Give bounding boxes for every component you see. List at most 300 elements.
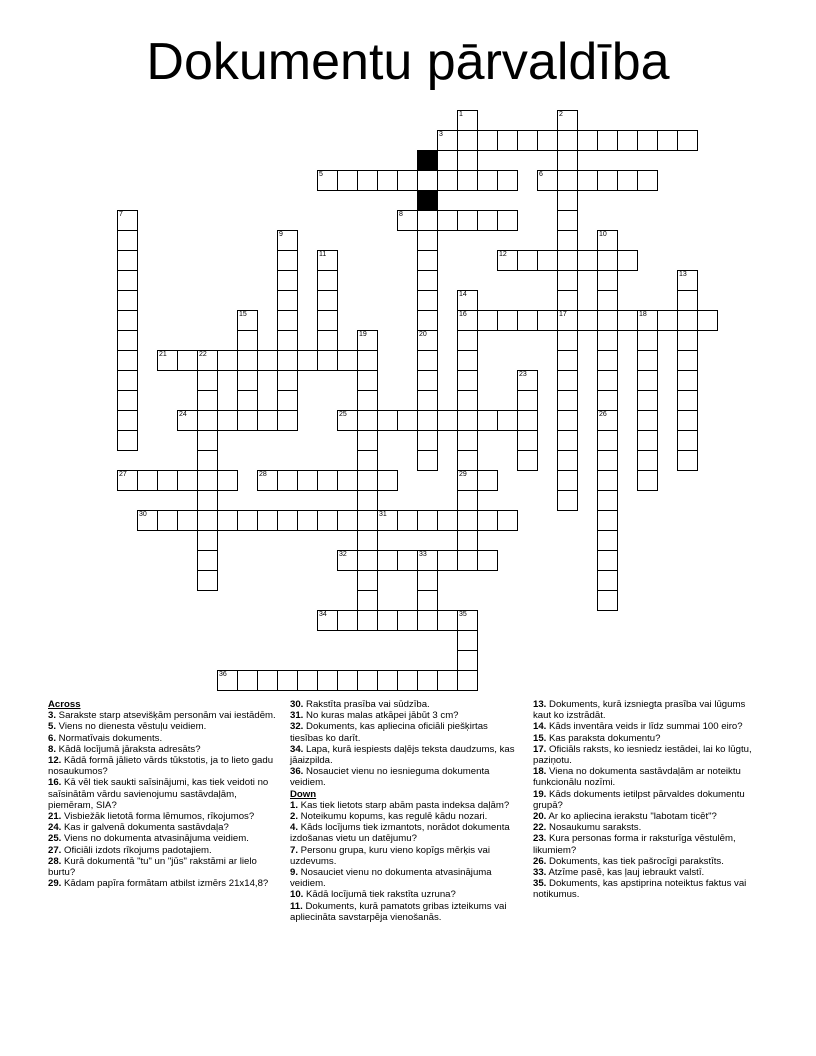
crossword-cell[interactable]: [517, 430, 538, 451]
clue-text: Kas ir galvenā dokumenta sastāvdaļa?: [61, 822, 229, 834]
crossword-cell[interactable]: [317, 330, 338, 351]
clue-number-label: 8: [399, 211, 403, 218]
crossword-cell[interactable]: [637, 170, 658, 191]
clue-number-label: 17: [559, 311, 567, 318]
crossword-cell[interactable]: [357, 350, 378, 371]
clue-item: [533, 856, 765, 867]
crossword-cell[interactable]: [117, 390, 138, 411]
crossword-cell[interactable]: [197, 470, 218, 491]
crossword-cell[interactable]: [397, 170, 418, 191]
crossword-cell[interactable]: [617, 170, 638, 191]
clue-item: [48, 721, 280, 732]
crossword-cell[interactable]: [457, 350, 478, 371]
page-title: Dokumentu pārvaldība: [146, 33, 670, 91]
crossword-cell[interactable]: [557, 170, 578, 191]
crossword-cell[interactable]: [497, 170, 518, 191]
crossword-cell[interactable]: [457, 330, 478, 351]
clue-text: Rakstīta prasība vai sūdzība.: [303, 699, 430, 710]
crossword-cell[interactable]: [557, 470, 578, 491]
crossword-cell[interactable]: [237, 510, 258, 531]
crossword-cell[interactable]: [577, 170, 598, 191]
crossword-cell[interactable]: [537, 310, 558, 331]
clue-text: Kādam papīra formātam atbilst izmērs 21x14,8?: [61, 878, 269, 890]
crossword-cell[interactable]: [577, 250, 598, 271]
crossword-cell[interactable]: [637, 450, 658, 471]
clue-item: [48, 710, 280, 721]
crossword-cell[interactable]: [277, 310, 298, 331]
crossword-cell[interactable]: [597, 370, 618, 391]
crossword-cell[interactable]: [317, 290, 338, 311]
crossword-cell[interactable]: [357, 450, 378, 471]
crossword-cell[interactable]: [597, 250, 618, 271]
crossword-cell[interactable]: [657, 130, 678, 151]
clue-number: 19.: [533, 788, 547, 800]
crossword-cell[interactable]: [637, 130, 658, 151]
crossword-cell[interactable]: [117, 250, 138, 271]
crossword-cell[interactable]: [637, 350, 658, 371]
crossword-cell[interactable]: [357, 510, 378, 531]
crossword-cell[interactable]: [557, 450, 578, 471]
crossword-cell[interactable]: [677, 410, 698, 431]
crossword-cell[interactable]: [117, 370, 138, 391]
crossword-cell[interactable]: [517, 450, 538, 471]
crossword-cell[interactable]: [557, 490, 578, 511]
crossword-cell[interactable]: [477, 510, 498, 531]
crossword-cell[interactable]: [277, 350, 298, 371]
crossword-cell[interactable]: [597, 490, 618, 511]
crossword-cell[interactable]: [237, 330, 258, 351]
crossword-cell[interactable]: [597, 430, 618, 451]
clues-column-2: [290, 699, 522, 923]
clue-item: [533, 878, 765, 900]
clue-number: 20.: [533, 811, 547, 823]
crossword-cell[interactable]: [437, 550, 458, 571]
crossword-cell[interactable]: [317, 510, 338, 531]
crossword-cell[interactable]: [177, 470, 198, 491]
crossword-cell[interactable]: [417, 230, 438, 251]
clue-number: 4.: [290, 822, 299, 834]
crossword-cell[interactable]: [217, 350, 238, 371]
crossword-cell[interactable]: [437, 510, 458, 531]
crossword-cell[interactable]: [257, 510, 278, 531]
crossword-cell[interactable]: [377, 410, 398, 431]
crossword-cell[interactable]: [637, 370, 658, 391]
crossword-cell[interactable]: [597, 270, 618, 291]
crossword-cell[interactable]: [417, 310, 438, 331]
crossword-cell[interactable]: [637, 430, 658, 451]
crossword-cell[interactable]: [197, 570, 218, 591]
clue-text: Lapa, kurā iespiests daļējs teksta daudzums, kas jāaizpilda.: [290, 743, 515, 767]
crossword-cell[interactable]: [677, 350, 698, 371]
clue-number-label: 22: [199, 351, 207, 358]
crossword-cell[interactable]: [457, 390, 478, 411]
clue-number-label: 26: [599, 411, 607, 418]
crossword-cell[interactable]: [557, 150, 578, 171]
crossword-cell[interactable]: [557, 410, 578, 431]
crossword-cell[interactable]: [637, 330, 658, 351]
crossword-cell[interactable]: [557, 270, 578, 291]
crossword-cell[interactable]: [557, 330, 578, 351]
crossword-cell[interactable]: [357, 410, 378, 431]
crossword-cell[interactable]: [197, 410, 218, 431]
crossword-cell[interactable]: [257, 670, 278, 691]
crossword-cell[interactable]: [417, 410, 438, 431]
crossword-cell[interactable]: [677, 130, 698, 151]
clue-item: [533, 833, 765, 855]
crossword-cell[interactable]: [117, 290, 138, 311]
clue-item: [533, 867, 765, 878]
crossword-cell[interactable]: [437, 210, 458, 231]
clue-item: [290, 811, 522, 822]
clue-item: [290, 721, 522, 743]
crossword-cell[interactable]: [277, 370, 298, 391]
crossword-cell[interactable]: [317, 670, 338, 691]
crossword-cell[interactable]: [357, 170, 378, 191]
crossword-cell[interactable]: [477, 470, 498, 491]
crossword-cell[interactable]: [197, 550, 218, 571]
crossword-cell[interactable]: [457, 130, 478, 151]
crossword-cell[interactable]: [277, 250, 298, 271]
crossword-cell[interactable]: [417, 590, 438, 611]
clue-number-label: 28: [259, 471, 267, 478]
crossword-cell[interactable]: [117, 270, 138, 291]
crossword-cell[interactable]: [597, 570, 618, 591]
clue-item: [290, 800, 522, 811]
crossword-cell[interactable]: [357, 490, 378, 511]
clue-number: 1.: [290, 799, 299, 811]
crossword-cell[interactable]: [357, 610, 378, 631]
clue-number-label: 9: [279, 231, 283, 238]
crossword-cell[interactable]: [617, 250, 638, 271]
crossword-cell[interactable]: [677, 450, 698, 471]
clue-number-label: 10: [599, 231, 607, 238]
clue-number-label: 23: [519, 371, 527, 378]
crossword-cell[interactable]: [457, 550, 478, 571]
crossword-cell[interactable]: [457, 210, 478, 231]
crossword-cell[interactable]: [297, 670, 318, 691]
crossword-cell[interactable]: [377, 170, 398, 191]
crossword-cell[interactable]: [357, 570, 378, 591]
crossword-cell[interactable]: [377, 670, 398, 691]
crossword-cell[interactable]: [157, 470, 178, 491]
clue-number: 10.: [290, 889, 304, 901]
crossword-cell[interactable]: [457, 650, 478, 671]
clue-number-label: 16: [459, 311, 467, 318]
crossword-cell[interactable]: [617, 310, 638, 331]
crossword-cell[interactable]: [577, 130, 598, 151]
crossword-cell[interactable]: [177, 350, 198, 371]
crossword-cell[interactable]: [477, 310, 498, 331]
crossword-cell[interactable]: [437, 410, 458, 431]
crossword-cell[interactable]: [677, 290, 698, 311]
crossword-cell[interactable]: [637, 390, 658, 411]
crossword-cell[interactable]: [517, 390, 538, 411]
crossword-cell[interactable]: [637, 470, 658, 491]
clue-number-label: 27: [119, 471, 127, 478]
clue-item: [533, 733, 765, 744]
crossword-cell[interactable]: [637, 410, 658, 431]
crossword-cell[interactable]: [597, 450, 618, 471]
crossword-cell[interactable]: [197, 450, 218, 471]
crossword-cell[interactable]: [597, 130, 618, 151]
crossword-cell[interactable]: [597, 310, 618, 331]
crossword-cell[interactable]: [697, 310, 718, 331]
crossword-cell[interactable]: [417, 170, 438, 191]
crossword-cell[interactable]: [397, 510, 418, 531]
crossword-cell[interactable]: [197, 490, 218, 511]
clue-item: [48, 755, 280, 777]
crossword-cell[interactable]: [157, 510, 178, 531]
crossword-cell[interactable]: [537, 250, 558, 271]
crossword-cell[interactable]: [417, 450, 438, 471]
crossword-cell[interactable]: [677, 430, 698, 451]
crossword-cell[interactable]: [197, 390, 218, 411]
crossword-cell[interactable]: [417, 250, 438, 271]
crossword-cell[interactable]: [417, 290, 438, 311]
crossword-cell[interactable]: [417, 270, 438, 291]
crossword-cell[interactable]: [457, 430, 478, 451]
crossword-cell[interactable]: [317, 470, 338, 491]
crossword-cell[interactable]: [277, 270, 298, 291]
crossword-cell[interactable]: [337, 350, 358, 371]
crossword-cell[interactable]: [437, 170, 458, 191]
crossword-cell[interactable]: [437, 610, 458, 631]
crossword-cell[interactable]: [597, 590, 618, 611]
crossword-cell[interactable]: [477, 170, 498, 191]
crossword-cell[interactable]: [377, 610, 398, 631]
crossword-cell[interactable]: [457, 530, 478, 551]
crossword-cell[interactable]: [317, 270, 338, 291]
crossword-cell[interactable]: [617, 130, 638, 151]
crossword-cell[interactable]: [117, 410, 138, 431]
clue-text: Viens no dienesta vēstuļu veidiem.: [56, 721, 207, 733]
crossword-cell[interactable]: [597, 170, 618, 191]
clue-number: 15.: [533, 732, 547, 744]
clue-number-label: 31: [379, 511, 387, 518]
crossword-cell[interactable]: [557, 350, 578, 371]
crossword-cell[interactable]: [117, 430, 138, 451]
crossword-cell[interactable]: [457, 370, 478, 391]
crossword-cell[interactable]: [597, 530, 618, 551]
clue-number: 32.: [290, 721, 304, 733]
crossword-cell[interactable]: [417, 570, 438, 591]
crossword-cell[interactable]: [417, 390, 438, 411]
crossword-cell[interactable]: [257, 410, 278, 431]
clue-text: Kāds inventāra veids ir līdz summai 100 eiro?: [546, 721, 743, 733]
crossword-cell[interactable]: [177, 510, 198, 531]
crossword-cell[interactable]: [237, 390, 258, 411]
crossword-cell[interactable]: [117, 310, 138, 331]
crossword-cell[interactable]: [457, 410, 478, 431]
crossword-cell[interactable]: [337, 470, 358, 491]
crossword-cell[interactable]: [477, 210, 498, 231]
clue-text: Kādā locījumā jāraksta adresāts?: [56, 743, 201, 755]
crossword-cell[interactable]: [137, 470, 158, 491]
clue-item: [290, 901, 522, 923]
crossword-cell[interactable]: [517, 130, 538, 151]
crossword-cell[interactable]: [597, 390, 618, 411]
crossword-cell[interactable]: [237, 670, 258, 691]
crossword-cell[interactable]: [377, 470, 398, 491]
crossword-cell[interactable]: [237, 370, 258, 391]
crossword-cell[interactable]: [117, 230, 138, 251]
crossword-cell[interactable]: [517, 410, 538, 431]
crossword-cell[interactable]: [557, 290, 578, 311]
crossword-cell[interactable]: [577, 310, 598, 331]
crossword-cell[interactable]: [497, 310, 518, 331]
crossword-cell[interactable]: [197, 510, 218, 531]
crossword-cell[interactable]: [197, 430, 218, 451]
crossword-cell[interactable]: [417, 610, 438, 631]
crossword-cell[interactable]: [237, 350, 258, 371]
clue-item: [533, 766, 765, 788]
clue-number-label: 6: [539, 171, 543, 178]
crossword-cell[interactable]: [497, 130, 518, 151]
crossword-cell[interactable]: [557, 430, 578, 451]
crossword-cell[interactable]: [517, 250, 538, 271]
crossword-cell[interactable]: [317, 350, 338, 371]
crossword-cell[interactable]: [217, 510, 238, 531]
crossword-cell[interactable]: [597, 470, 618, 491]
clue-number-label: 18: [639, 311, 647, 318]
crossword-cell[interactable]: [397, 550, 418, 571]
crossword-cell[interactable]: [557, 190, 578, 211]
crossword-cell[interactable]: [557, 230, 578, 251]
crossword-cell[interactable]: [417, 370, 438, 391]
crossword-cell[interactable]: [457, 670, 478, 691]
crossword-cell[interactable]: [677, 370, 698, 391]
crossword-cell[interactable]: [357, 530, 378, 551]
crossword-cell[interactable]: [337, 170, 358, 191]
crossword-cell[interactable]: [397, 670, 418, 691]
crossword-cell[interactable]: [597, 350, 618, 371]
crossword-cell[interactable]: [377, 550, 398, 571]
crossword-cell[interactable]: [557, 210, 578, 231]
clue-text: Kurā dokumentā "tu" un "jūs" rakstāmi ar lielo burtu?: [48, 855, 257, 879]
crossword-cell[interactable]: [457, 170, 478, 191]
crossword-cell[interactable]: [397, 610, 418, 631]
crossword-cell[interactable]: [337, 510, 358, 531]
crossword-cell[interactable]: [357, 390, 378, 411]
crossword-cell[interactable]: [457, 150, 478, 171]
clue-number: 12.: [48, 755, 62, 767]
crossword-cell[interactable]: [277, 290, 298, 311]
clue-text: Dokuments, kas apstiprina noteiktus faktus vai notikumus.: [533, 878, 747, 901]
crossword-cell[interactable]: [117, 330, 138, 351]
crossword-cell[interactable]: [117, 350, 138, 371]
crossword-cell[interactable]: [297, 350, 318, 371]
clue-number-label: 30: [139, 511, 147, 518]
crossword-cell[interactable]: [197, 530, 218, 551]
crossword-cell[interactable]: [677, 390, 698, 411]
crossword-cell[interactable]: [677, 330, 698, 351]
crossword-cell[interactable]: [557, 250, 578, 271]
crossword-cell[interactable]: [417, 510, 438, 531]
crossword-cell[interactable]: [477, 410, 498, 431]
clue-number-label: 11: [319, 251, 327, 258]
crossword-cell[interactable]: [417, 350, 438, 371]
crossword-cell[interactable]: [677, 310, 698, 331]
clue-item: [533, 699, 765, 721]
crossword-cell[interactable]: [557, 130, 578, 151]
clue-text: Viena no dokumenta sastāvdaļām ar noteiktu funkcionālu nozīmi.: [533, 766, 741, 789]
crossword-cell[interactable]: [277, 410, 298, 431]
crossword-cell[interactable]: [537, 130, 558, 151]
clue-item: [48, 822, 280, 833]
crossword-cell[interactable]: [497, 210, 518, 231]
clue-number-label: 4: [419, 151, 423, 158]
crossword-cell[interactable]: [557, 390, 578, 411]
clue-number: 13.: [533, 699, 547, 710]
clue-number-label: 5: [319, 171, 323, 178]
crossword-cell[interactable]: [457, 630, 478, 651]
clue-text: Personu grupa, kuru vieno kopīgs mērķis vai uzdevums.: [290, 844, 490, 867]
crossword-cell[interactable]: [597, 550, 618, 571]
clue-text: Kādā locījumā tiek rakstīta uzruna?: [303, 889, 456, 901]
clue-number-label: 1: [459, 111, 463, 118]
crossword-cell[interactable]: [417, 430, 438, 451]
crossword-cell[interactable]: [297, 470, 318, 491]
crossword-cell[interactable]: [357, 590, 378, 611]
crossword-cell[interactable]: [417, 210, 438, 231]
crossword-cell[interactable]: [477, 550, 498, 571]
crossword-cell[interactable]: [357, 670, 378, 691]
crossword-cell[interactable]: [357, 430, 378, 451]
crossword-cell[interactable]: [217, 470, 238, 491]
clue-item: [48, 777, 280, 811]
crossword-cell[interactable]: [357, 470, 378, 491]
crossword-cell[interactable]: [457, 490, 478, 511]
crossword-cell[interactable]: [497, 410, 518, 431]
crossword-cell[interactable]: [337, 610, 358, 631]
crossword-cell[interactable]: [337, 670, 358, 691]
crossword-cell[interactable]: [277, 330, 298, 351]
clue-text: Nosauciet vienu no iesnieguma dokumenta veidiem.: [290, 766, 490, 789]
crossword-cell[interactable]: [237, 410, 258, 431]
crossword-cell[interactable]: [657, 310, 678, 331]
clue-number: 7.: [290, 844, 299, 856]
crossword-cell[interactable]: [457, 450, 478, 471]
crossword-cell[interactable]: [497, 510, 518, 531]
clue-number: 2.: [290, 811, 299, 823]
crossword-cell[interactable]: [297, 510, 318, 531]
crossword-cell[interactable]: [217, 410, 238, 431]
crossword-cell[interactable]: [437, 670, 458, 691]
crossword-cell[interactable]: [197, 370, 218, 391]
crossword-cell[interactable]: [317, 310, 338, 331]
crossword-cell[interactable]: [517, 310, 538, 331]
crossword-cell[interactable]: [277, 670, 298, 691]
crossword-cell[interactable]: [357, 550, 378, 571]
crossword-cell[interactable]: [277, 390, 298, 411]
crossword-cell[interactable]: [597, 330, 618, 351]
crossword-cell[interactable]: [277, 510, 298, 531]
crossword-cell[interactable]: [597, 510, 618, 531]
clue-item: [290, 766, 522, 788]
crossword-cell[interactable]: [357, 370, 378, 391]
crossword-cell[interactable]: [477, 130, 498, 151]
crossword-cell[interactable]: [277, 470, 298, 491]
crossword-cell[interactable]: [557, 370, 578, 391]
crossword-cell[interactable]: [257, 350, 278, 371]
crossword-cell[interactable]: [417, 670, 438, 691]
clue-item: [48, 878, 280, 889]
crossword-cell[interactable]: [457, 510, 478, 531]
clue-item: [48, 733, 280, 744]
crossword-cell[interactable]: [397, 410, 418, 431]
crossword-cell[interactable]: [597, 290, 618, 311]
clue-number-label: 34: [319, 611, 327, 618]
